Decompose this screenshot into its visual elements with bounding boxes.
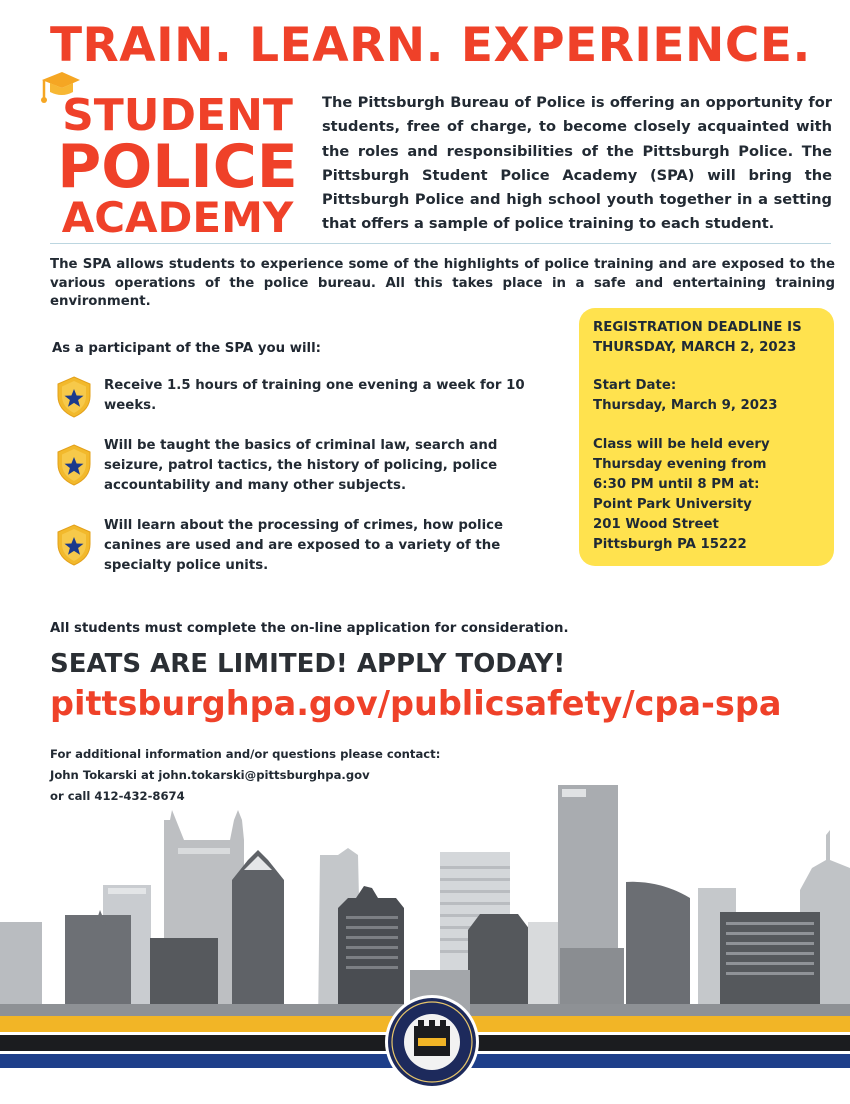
- city-skyline-graphic: [0, 780, 850, 1104]
- class-schedule-line: 6:30 PM until 8 PM at:: [593, 477, 760, 492]
- bullet-text: Receive 1.5 hours of training one evening a week for 10 weeks.: [104, 378, 525, 413]
- bullet-text: Will be taught the basics of criminal law, search and seizure, patrol tactics, the history of policing, police accountability and many other subjects.: [104, 438, 498, 493]
- section-divider: [50, 243, 831, 244]
- deadline-date: THURSDAY, MARCH 2, 2023: [593, 340, 797, 355]
- contact-email[interactable]: John Tokarski at john.tokarski@pittsburghpa.gov: [50, 768, 370, 782]
- location-name: Point Park University: [593, 497, 752, 512]
- deadline-label: REGISTRATION DEADLINE IS: [593, 320, 802, 335]
- registration-box: [579, 308, 834, 566]
- contact-phone[interactable]: or call 412-432-8674: [50, 789, 185, 803]
- application-note: All students must complete the on-line application for consideration.: [50, 621, 569, 636]
- class-schedule-line: Thursday evening from: [593, 457, 767, 472]
- police-badge-icon: [56, 524, 92, 566]
- location-street: 201 Wood Street: [593, 517, 719, 532]
- start-date-label: Start Date:: [593, 378, 677, 393]
- program-title-police: POLICE: [57, 132, 298, 202]
- program-title-academy: ACADEMY: [61, 193, 294, 242]
- skyline-buildings: [0, 785, 850, 1028]
- class-schedule-line: Class will be held every: [593, 437, 770, 452]
- intro-paragraph: The Pittsburgh Bureau of Police is offering an opportunity for students, free of charge, to become closely acquainted with the roles and responsibilities of the Pittsburgh Police. The Pittsburgh Student Police Academy (SPA) will bring the Pittsburgh Police and high school youth together in a setting that offers a sample of police training to each student.: [322, 94, 832, 233]
- participant-heading: As a participant of the SPA you will:: [52, 341, 321, 356]
- contact-intro: For additional information and/or questions please contact:: [50, 747, 441, 761]
- location-city: Pittsburgh PA 15222: [593, 537, 747, 552]
- police-badge-icon: [56, 444, 92, 486]
- registration-deadline: [593, 318, 828, 358]
- class-schedule-block: [593, 435, 828, 555]
- headline: TRAIN. LEARN. EXPERIENCE.: [50, 18, 811, 73]
- program-title-student: STUDENT: [62, 90, 293, 141]
- application-url-link[interactable]: pittsburghpa.gov/publicsafety/cpa-spa: [50, 684, 782, 723]
- start-date-value: Thursday, March 9, 2023: [593, 398, 778, 413]
- call-to-action: SEATS ARE LIMITED! APPLY TODAY!: [50, 649, 566, 679]
- bullet-text: Will learn about the processing of crimes, how police canines are used and are exposed to a variety of the specialty police units.: [104, 518, 504, 573]
- police-badge-icon: [56, 376, 92, 418]
- overview-paragraph: The SPA allows students to experience some of the highlights of police training and are exposed to the various operations of the police bureau. All this takes place in a safe and entertaining training environment.: [50, 257, 835, 309]
- start-date-block: [593, 376, 828, 416]
- city-seal-icon: [385, 995, 479, 1089]
